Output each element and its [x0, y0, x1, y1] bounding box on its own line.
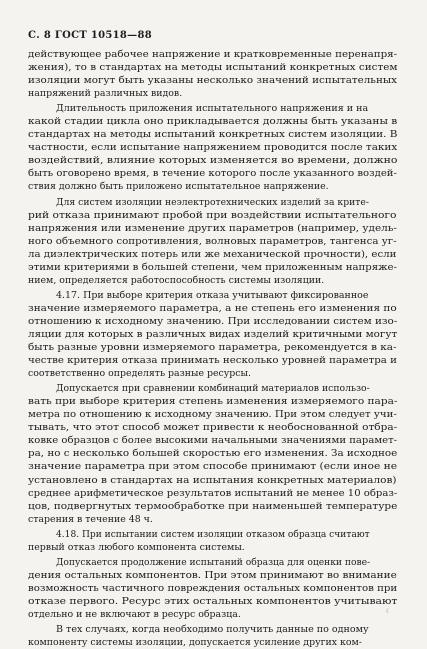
page-header: С. 8 ГОСТ 10518—88 [28, 30, 152, 41]
paragraph [28, 102, 397, 193]
text-line: компоненту системы изоляции, допускается усиление других ком- [28, 637, 362, 649]
text-line: отказе первого. Ресурс этих остальных компонентов учитывают [28, 595, 398, 607]
text-line: ковке образцов с более высокими начальными значениями парамет- [28, 435, 398, 447]
text-line: отдельно и не включают в ресурс образца. [28, 608, 241, 620]
text-line: ляции для которых в различных видах изделий критичными могут [28, 328, 398, 340]
text-line: Для систем изоляции неэлектротехнических изделий за крите- [56, 196, 369, 208]
scan-mark: ℓ [385, 607, 389, 615]
text-line: нием, определяется работоспособность системы изоляции. [28, 274, 325, 286]
text-line: дения остальных компонентов. При этом принимают во внимание [28, 569, 397, 581]
text-line: воздействий, влияние которых изменяется во времени, должно [28, 155, 398, 167]
text-line: вать при выборе критерия степень изменения измеряемого пара- [28, 396, 398, 408]
text-line: напряжения или изменение других параметров (например, удель- [28, 222, 397, 234]
text-line: метра по отношению к исходному значению. При этом следует учи- [28, 409, 397, 421]
text-line: Длительность приложения испытательного напряжения и на [56, 103, 369, 115]
paragraph [28, 528, 397, 554]
text-line: цов, подвергнутых термообработке при наименьшей температуре [28, 500, 398, 512]
text-line: действующее рабочее напряжение и кратковременные перенапря- [28, 49, 398, 60]
text-line: отношению к исходному значению. При исследовании систем изо- [28, 315, 398, 327]
text-line: возможность частичного повреждения остальных компонентов при [28, 582, 398, 594]
text-line: жения), то в стандартах на методы испытаний конкретных систем [28, 62, 398, 74]
paragraph [28, 556, 397, 621]
text-line: первый отказ любого компонента системы. [28, 541, 245, 553]
text-line: быть оговорено время, в течение которого после указанного воздей- [28, 168, 397, 180]
text-line: этими критериями в большей степени, чем приложенным напряже- [28, 261, 397, 273]
text-line: напряжений различных видов. [28, 88, 183, 100]
text-line: ного объемного сопротивления, волновых параметров, тангенса уг- [28, 235, 397, 247]
text-line: установлено в стандартах на испытания конкретных материалов) [28, 474, 397, 486]
text-line: 4.17. При выборе критерия отказа учитывают фиксированное [56, 289, 369, 301]
text-line: рий отказа принимают пробой при воздействии испытательного [28, 209, 397, 221]
text-line: значение параметра при этом способе принимают (если иное не [28, 461, 398, 473]
document-body [28, 48, 397, 649]
text-line: 4.18. При испытании систем изоляции отказом образца считают [56, 528, 370, 540]
text-line: тывать, что этот способ может привести к необоснованной отбра- [28, 422, 398, 434]
text-line: значение измеряемого параметра, а не степень его изменения по [28, 302, 397, 314]
text-line: ра, но с несколько большей скоростью его изменения. За исходное [28, 448, 398, 460]
text-line: честве критерия отказа принимать несколько уровней параметра и [28, 355, 397, 367]
text-line: среднее арифметическое результатов испытаний не менее 10 образ- [28, 487, 398, 499]
paragraph [28, 623, 397, 649]
text-line: В тех случаях, когда необходимо получить данные по одному [56, 624, 369, 636]
text-line: стандартах на методы испытаний конкретных систем изоляции. В [28, 129, 398, 141]
text-line: ла диэлектрических потерь или же механической прочности), если [28, 248, 397, 260]
text-line: Допускается продолжение испытаний образца для оценки пове- [56, 556, 371, 568]
text-line: какой стадии цикла оно прикладывается должны быть указаны в [28, 116, 398, 128]
paragraph [28, 382, 397, 526]
text-line: быть разные уровни измеряемого параметра, рекомендуется в ка- [28, 342, 397, 354]
paragraph [28, 196, 397, 287]
text-line: ствия должно быть приложено испытательное напряжение. [28, 181, 329, 193]
text-line: старения в течение 48 ч. [28, 513, 153, 525]
paragraph [28, 48, 397, 100]
text-line: частности, если испытание напряжением проводится после таких [28, 142, 398, 154]
text-line: изоляции могут быть указаны несколько значений испытательных [28, 75, 397, 87]
text-line: соответственно определять разные ресурсы. [28, 368, 251, 380]
paragraph [28, 289, 397, 380]
text-line: Допускается при сравнении комбинаций материалов использо- [56, 383, 370, 395]
